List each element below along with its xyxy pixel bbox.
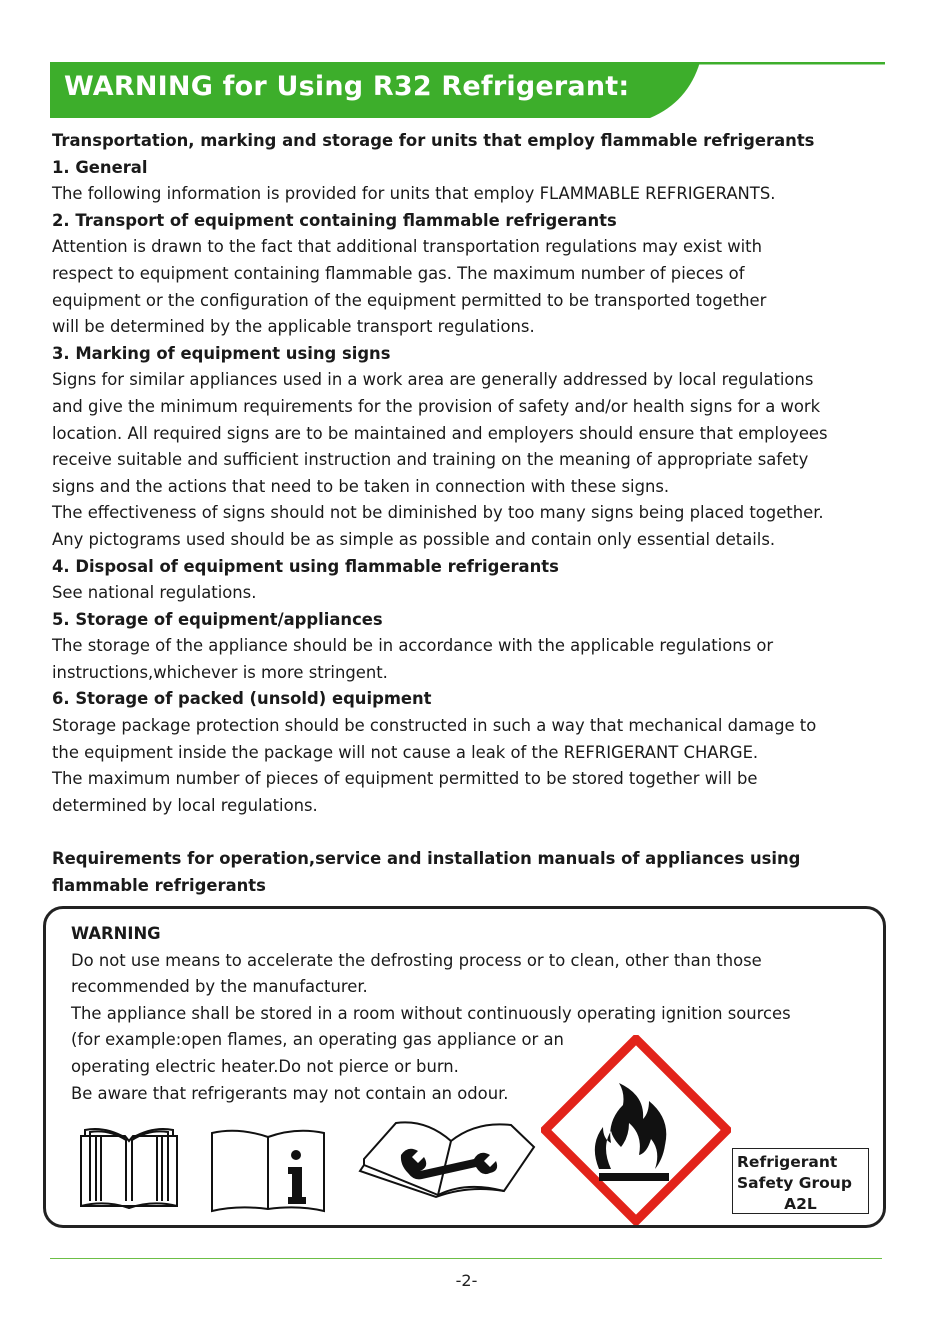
body-line: instructions,whichever is more stringent.	[52, 662, 388, 682]
body-heading: Transportation, marking and storage for units that employ flammable refrigerants	[52, 131, 815, 150]
info-manual-icon	[208, 1127, 328, 1213]
warning-heading: WARNING	[71, 924, 161, 943]
page-number: -2-	[455, 1271, 478, 1290]
body-line: equipment or the configuration of the equipment permitted to be transported together	[52, 290, 767, 310]
body-heading: 5. Storage of equipment/appliances	[52, 609, 383, 629]
body-line: receive suitable and sufficient instruction and training on the meaning of appropriate safety	[52, 450, 809, 470]
body-line: The following information is provided for units that employ FLAMMABLE REFRIGERANTS.	[52, 184, 776, 204]
body-heading: 6. Storage of packed (unsold) equipment	[52, 689, 432, 709]
service-manual-icon	[356, 1119, 541, 1199]
body-heading: 1. General	[52, 157, 148, 177]
body-line: and give the minimum requirements for the provision of safety and/or health signs for a work	[52, 396, 821, 416]
warning-line: (for example:open flames, an operating gas appliance or an	[71, 1030, 564, 1050]
warning-line: Be aware that refrigerants may not contain an odour.	[71, 1083, 509, 1103]
body-heading: flammable refrigerants	[52, 875, 266, 895]
body-line: Signs for similar appliances used in a work area are generally addressed by local regulations	[52, 370, 814, 390]
body-line: the equipment inside the package will not cause a leak of the REFRIGERANT CHARGE.	[52, 742, 759, 762]
body-line: Attention is drawn to the fact that additional transportation regulations may exist with	[52, 237, 762, 257]
page-title: WARNING for Using R32 Refrigerant:	[64, 71, 630, 102]
body-line: Storage package protection should be constructed in such a way that mechanical damage to	[52, 716, 817, 736]
warning-line: operating electric heater.Do not pierce or burn.	[71, 1056, 459, 1076]
safety-group-class: A2L	[784, 1195, 817, 1213]
flammable-hazard-icon	[541, 1035, 731, 1225]
safety-group-label	[732, 1148, 869, 1214]
warning-box	[43, 906, 886, 1228]
warning-text	[71, 921, 861, 1107]
body-line: The storage of the appliance should be in accordance with the applicable regulations or	[52, 636, 774, 656]
body-line: The effectiveness of signs should not be diminished by too many signs being placed together.	[52, 503, 824, 523]
body-heading: 3. Marking of equipment using signs	[52, 343, 391, 363]
body-line: will be determined by the applicable transport regulations.	[52, 317, 535, 337]
body-heading: Requirements for operation,service and installation manuals of appliances using	[52, 849, 801, 869]
body-heading: 4. Disposal of equipment using flammable refrigerants	[52, 556, 559, 576]
warning-line: The appliance shall be stored in a room without continuously operating ignition sources	[71, 1003, 791, 1023]
section-header-banner	[50, 62, 885, 118]
body-line: determined by local regulations.	[52, 795, 318, 815]
warning-line: Do not use means to accelerate the defrosting process or to clean, other than those	[71, 950, 762, 970]
read-manual-icon	[77, 1126, 181, 1212]
body-line	[52, 819, 892, 846]
body-line: respect to equipment containing flammable gas. The maximum number of pieces of	[52, 263, 745, 283]
body-line: location. All required signs are to be maintained and employers should ensure that employees	[52, 423, 828, 443]
document-body	[52, 128, 892, 899]
footer-divider	[50, 1258, 882, 1259]
safety-group-line1: Refrigerant	[737, 1153, 838, 1171]
body-heading: 2. Transport of equipment containing flammable refrigerants	[52, 210, 617, 230]
body-line: signs and the actions that need to be taken in connection with these signs.	[52, 476, 670, 496]
safety-group-line2: Safety Group	[737, 1174, 852, 1192]
body-line: Any pictograms used should be as simple as possible and contain only essential details.	[52, 529, 776, 549]
warning-line: recommended by the manufacturer.	[71, 977, 368, 997]
body-line: The maximum number of pieces of equipment permitted to be stored together will be	[52, 769, 758, 789]
body-line: See national regulations.	[52, 583, 257, 603]
